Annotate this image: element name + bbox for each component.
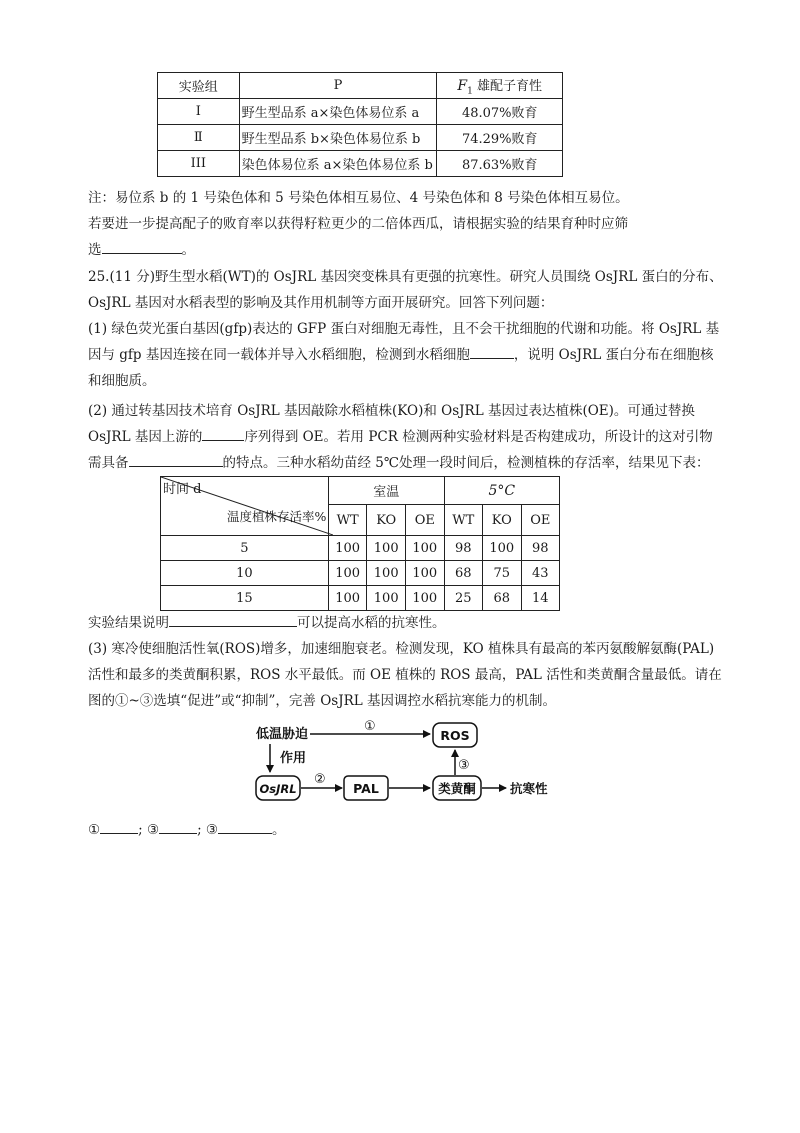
question-heading: 25.(11 分)野生型水稻(WT)的 OsJRL 基因突变株具有更强的抗寒性。研究人员围绕 OsJRL 蛋白的分布、 bbox=[88, 269, 723, 285]
row-group: Ⅱ bbox=[158, 125, 240, 151]
paragraph-line: 活性和最多的类黄酮积累，ROS 水平最低。而 OE 植株的 ROS 最高，PAL 活性和类黄酮含量最低。请在 bbox=[88, 667, 722, 683]
f-subscript: 1 bbox=[467, 86, 473, 97]
text-segment: 实验结果说明 bbox=[88, 615, 169, 631]
cell-value: 100 bbox=[405, 586, 444, 611]
cell-value: 100 bbox=[367, 586, 406, 611]
temp-unit: °C bbox=[497, 482, 516, 499]
ros-label: ROS bbox=[440, 728, 470, 743]
marker-3: ③ bbox=[458, 758, 470, 773]
header-parent: P bbox=[239, 73, 437, 99]
answer-blank[interactable] bbox=[202, 426, 244, 441]
cold-stress-label: 低温胁迫 bbox=[256, 727, 309, 742]
table-row bbox=[158, 151, 563, 177]
answer-line bbox=[88, 818, 286, 838]
row-day: 5 bbox=[161, 536, 329, 561]
temp-value: 5 bbox=[488, 482, 498, 499]
row-day: 10 bbox=[161, 561, 329, 586]
answer-blank[interactable] bbox=[169, 612, 297, 627]
text-segment: 因与 gfp 基因连接在同一载体并导入水稻细胞，检测到水稻细胞 bbox=[88, 347, 470, 363]
text-segment: ，说明 OsJRL 蛋白分布在细胞核 bbox=[513, 347, 714, 363]
note-text: 注：易位系 b 的 1 号染色体和 5 号染色体相互易位、4 号染色体和 8 号染色体相互易位。 bbox=[88, 190, 629, 206]
cell-value: 43 bbox=[521, 561, 559, 586]
text-segment: ; ③ bbox=[138, 822, 160, 838]
row-parent: 野生型品系 b×染色体易位系 b bbox=[239, 125, 437, 151]
f-symbol: F bbox=[457, 77, 468, 94]
pal-label: PAL bbox=[353, 781, 379, 796]
row-fertility: 48.07%败育 bbox=[437, 99, 563, 125]
answer-blank[interactable] bbox=[102, 239, 182, 254]
subheader-wt: WT bbox=[444, 505, 482, 536]
text-segment: ; ③ bbox=[197, 822, 219, 838]
text-segment: 可以提高水稻的抗寒性。 bbox=[297, 615, 446, 631]
table-row bbox=[158, 125, 563, 151]
row-group: I bbox=[158, 99, 240, 125]
row-parent: 野生型品系 a×染色体易位系 a bbox=[239, 99, 437, 125]
subheader-ko: KO bbox=[367, 505, 406, 536]
text-segment: 序列得到 OE。若用 PCR 检测两种实验材料是否构建成功，所设计的这对引物 bbox=[244, 429, 713, 445]
marker-2: ② bbox=[314, 772, 326, 787]
paragraph-line: 图的①~③选填“促进”或“抑制”，完善 OsJRL 基因调控水稻抗寒能力的机制。 bbox=[88, 693, 557, 709]
paragraph-line: (1) 绿色荧光蛋白基因(gfp)表达的 GFP 蛋白对细胞无毒性，且不会干扰细胞的代谢和功能。将 OsJRL 基 bbox=[88, 321, 720, 337]
cell-value: 100 bbox=[405, 561, 444, 586]
text-segment: 。 bbox=[181, 242, 195, 258]
cell-value: 100 bbox=[328, 586, 367, 611]
table-row bbox=[161, 561, 560, 586]
paragraph-line: 若要进一步提高配子的败育率以获得籽粒更少的二倍体西瓜，请根据实验的结果育种时应筛 bbox=[88, 216, 628, 232]
group-header-room: 室温 bbox=[328, 477, 444, 505]
table-row bbox=[161, 536, 560, 561]
paragraph-line bbox=[88, 425, 713, 445]
group-header-5c bbox=[444, 477, 559, 505]
cell-value: 98 bbox=[444, 536, 482, 561]
paragraph-line: OsJRL 基因对水稻表型的影响及其作用机制等方面开展研究。回答下列问题： bbox=[88, 295, 554, 311]
row-day: 15 bbox=[161, 586, 329, 611]
text-segment: ① bbox=[88, 822, 101, 838]
cell-value: 68 bbox=[444, 561, 482, 586]
subheader-oe: OE bbox=[521, 505, 559, 536]
paragraph-line bbox=[88, 451, 709, 471]
paragraph-line bbox=[88, 611, 446, 631]
paragraph-line: 和细胞质。 bbox=[88, 373, 156, 389]
text-segment: 。 bbox=[272, 822, 286, 838]
answer-blank[interactable] bbox=[129, 452, 223, 467]
act-label: 作用 bbox=[280, 751, 307, 766]
paragraph-line bbox=[88, 343, 714, 363]
subheader-wt: WT bbox=[328, 505, 367, 536]
answer-blank[interactable] bbox=[100, 819, 138, 834]
header-f1-fertility bbox=[437, 73, 563, 99]
table-corner-cell bbox=[161, 477, 329, 536]
corner-time-label: 时间 d bbox=[163, 482, 202, 497]
text-segment: 的特点。三种水稻幼苗经 5℃处理一段时间后，检测植株的存活率，结果见下表： bbox=[222, 455, 710, 471]
mechanism-diagram bbox=[250, 718, 560, 806]
answer-blank[interactable] bbox=[470, 344, 514, 359]
table-row bbox=[161, 586, 560, 611]
subheader-oe: OE bbox=[405, 505, 444, 536]
row-group: III bbox=[158, 151, 240, 177]
cell-value: 14 bbox=[521, 586, 559, 611]
resistance-label: 抗寒性 bbox=[510, 781, 548, 796]
cell-value: 98 bbox=[521, 536, 559, 561]
cell-value: 100 bbox=[483, 536, 522, 561]
answer-blank[interactable] bbox=[218, 819, 272, 834]
cell-value: 100 bbox=[367, 536, 406, 561]
paragraph-line: (3) 寒冷使细胞活性氧(ROS)增多，加速细胞衰老。检测发现，KO 植株具有最高的苯丙氨酸解氨酶(PAL) bbox=[88, 641, 715, 657]
osjrl-label: OsJRL bbox=[259, 782, 297, 796]
row-parent: 染色体易位系 a×染色体易位系 b bbox=[239, 151, 437, 177]
paragraph-line bbox=[88, 238, 195, 258]
answer-blank[interactable] bbox=[159, 819, 197, 834]
header-group: 实验组 bbox=[158, 73, 240, 99]
paragraph-line: (2) 通过转基因技术培育 OsJRL 基因敲除水稻植株(KO)和 OsJRL 基因过表达植株(OE)。可通过替换 bbox=[88, 403, 695, 419]
text-segment: 需具备 bbox=[88, 455, 129, 471]
survival-table bbox=[160, 476, 560, 611]
cell-value: 100 bbox=[328, 536, 367, 561]
table-row bbox=[158, 99, 563, 125]
row-fertility: 74.29%败育 bbox=[437, 125, 563, 151]
cell-value: 100 bbox=[405, 536, 444, 561]
cell-value: 68 bbox=[483, 586, 522, 611]
fertility-label: 雄配子育性 bbox=[477, 78, 543, 94]
cell-value: 25 bbox=[444, 586, 482, 611]
cell-value: 75 bbox=[483, 561, 522, 586]
text-segment: OsJRL 基因上游的 bbox=[88, 429, 203, 445]
experiment-table bbox=[157, 72, 563, 177]
cell-value: 100 bbox=[328, 561, 367, 586]
subheader-ko: KO bbox=[483, 505, 522, 536]
row-fertility: 87.63%败育 bbox=[437, 151, 563, 177]
corner-rate-label: 温度植株存活率% bbox=[227, 509, 327, 524]
text-segment: 选 bbox=[88, 242, 102, 258]
flavonoid-label: 类黄酮 bbox=[438, 781, 476, 796]
cell-value: 100 bbox=[367, 561, 406, 586]
marker-1: ① bbox=[364, 719, 376, 734]
